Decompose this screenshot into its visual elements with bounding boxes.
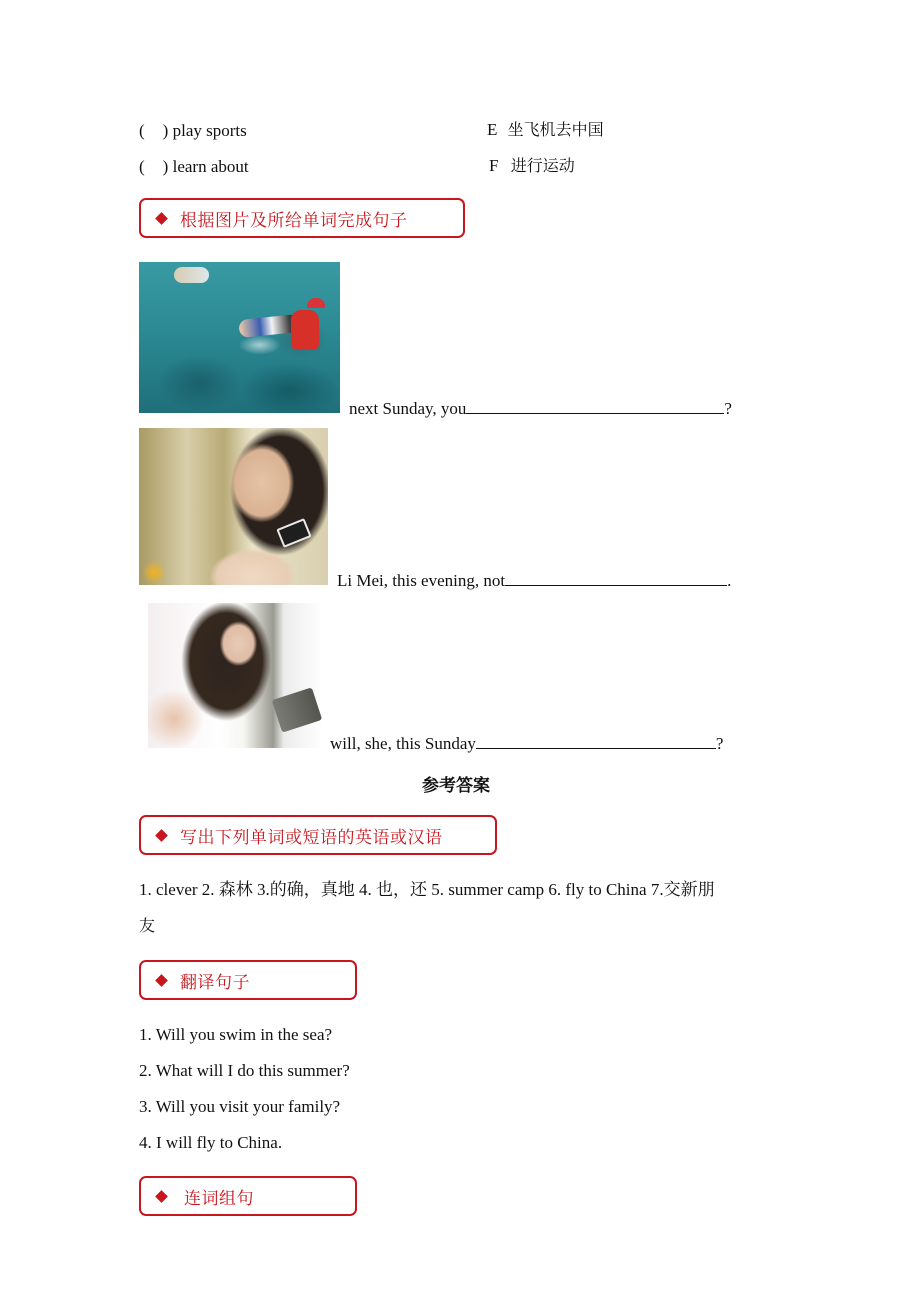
prompt-words: next Sunday, you (349, 399, 467, 418)
matching-chinese: 进行运动 (510, 156, 575, 175)
section-header-words-phrases (139, 815, 497, 855)
right-paren: ) (162, 157, 169, 176)
matching-chinese: 坐飞机去中国 (507, 120, 604, 139)
diamond-bullet-icon (155, 1190, 168, 1203)
section-title: 连词组句 (184, 1188, 254, 1209)
book-figure (272, 687, 322, 732)
children-swimming-pool-photo (139, 262, 340, 413)
answer-words-line-2: 友 (139, 916, 156, 935)
matching-row-1 (139, 120, 247, 142)
girl-reading-book-photo (148, 603, 322, 748)
answer-blank[interactable] (476, 732, 716, 749)
left-paren: ( (139, 121, 145, 140)
end-punctuation: . (727, 571, 732, 590)
prompt-words: Li Mei, this evening, not (337, 571, 506, 590)
diamond-bullet-icon (155, 829, 168, 842)
diamond-bullet-icon (155, 974, 168, 987)
adult-figure (291, 310, 319, 350)
girl-listening-music-photo (139, 428, 328, 585)
section-header-picture-completion (139, 198, 465, 238)
matching-letter: F (489, 156, 499, 175)
phone-figure (276, 518, 311, 548)
header-shadow (457, 231, 479, 241)
sentence-prompt-2 (337, 569, 731, 592)
translate-answer-4: 4. I will fly to China. (139, 1133, 283, 1152)
answer-key-heading: 参考答案 (422, 776, 490, 796)
header-shadow (349, 993, 371, 1003)
matching-phrase: learn about (172, 157, 249, 176)
translate-answer-1: 1. Will you swim in the sea? (139, 1025, 333, 1044)
left-paren: ( (139, 157, 145, 176)
red-cap (307, 298, 325, 308)
diamond-bullet-icon (155, 212, 168, 225)
end-punctuation: ? (715, 734, 724, 753)
matching-answer-1 (487, 119, 604, 141)
matching-phrase: play sports (172, 121, 247, 140)
end-punctuation: ? (724, 399, 732, 418)
translate-answer-3: 3. Will you visit your family? (139, 1097, 341, 1116)
swimmer-figure (174, 267, 209, 283)
prompt-words: will, she, this Sunday (330, 734, 476, 753)
header-shadow (489, 848, 511, 858)
section-header-sentence-building (139, 1176, 357, 1216)
answer-words-line-1: 1. clever 2. 森林 3.的确，真地 4. 也，还 5. summer camp 6. fly to China 7.交新朋 (139, 880, 715, 899)
section-title: 翻译句子 (180, 972, 250, 993)
answer-blank[interactable] (505, 569, 727, 586)
header-shadow (349, 1209, 371, 1219)
matching-row-2 (139, 156, 249, 178)
section-title: 根据图片及所给单词完成句子 (180, 210, 408, 231)
sentence-prompt-1 (349, 397, 732, 420)
section-header-translate (139, 960, 357, 1000)
right-paren: ) (162, 121, 169, 140)
translate-answer-2: 2. What will I do this summer? (139, 1061, 350, 1080)
matching-answer-2 (489, 155, 575, 177)
answer-blank[interactable] (466, 397, 724, 414)
matching-letter: E (487, 120, 498, 139)
section-title: 写出下列单词或短语的英语或汉语 (180, 827, 443, 848)
sentence-prompt-3 (330, 732, 723, 755)
